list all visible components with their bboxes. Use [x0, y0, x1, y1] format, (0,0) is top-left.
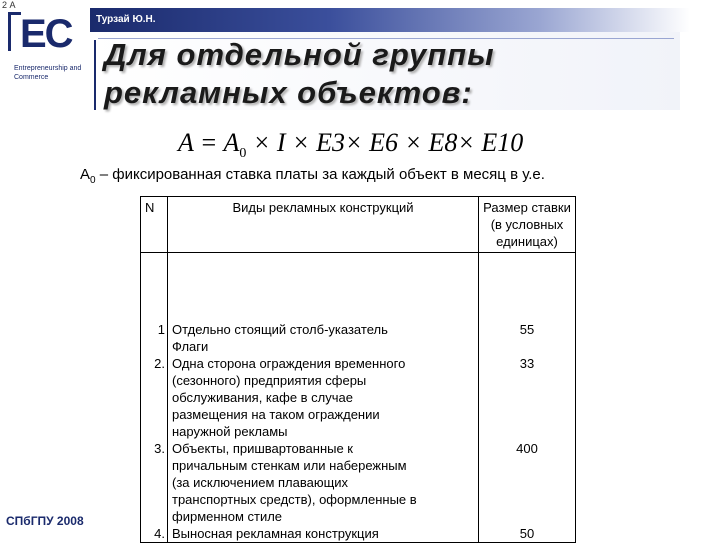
slide-number: 2 А [2, 0, 16, 10]
row-types-cell [168, 253, 479, 543]
table-header-row [141, 197, 576, 253]
definition-symbol: А [80, 166, 91, 183]
logo-letters: ЕС [20, 12, 72, 56]
row-type-line: (за исключением плавающих [172, 475, 349, 490]
row-number [141, 423, 165, 440]
rates-table [140, 196, 576, 543]
row-rate [483, 508, 571, 525]
row-number: 4. [154, 526, 165, 541]
row-rate: 33 [519, 356, 535, 371]
row-type-line: Объекты, пришвартованные к [172, 441, 353, 456]
definition-body: – фиксированная ставка платы за каждый объект в месяц в у.е. [95, 166, 545, 183]
slide-title-line-1: Для отдельной группы [104, 37, 495, 72]
row-number [141, 389, 165, 406]
formula-lhs: A [178, 128, 194, 157]
row-rate [483, 338, 571, 355]
row-type-line: Одна сторона ограждения временного [172, 356, 406, 371]
row-type-line: Флаги [172, 339, 209, 354]
row-rates-cell [479, 253, 576, 543]
formula: $A = A_0 \times I \times E3\times E6 \times E8\times E10$ [178, 128, 524, 162]
header-type: Виды рекламных конструкций [168, 197, 479, 253]
row-rate: 50 [519, 526, 535, 541]
header-bar [90, 8, 690, 32]
header-n: N [141, 197, 168, 253]
table-body-row [141, 253, 576, 543]
row-type-line: Выносная рекламная конструкция [172, 526, 379, 541]
row-number: 1 [157, 322, 165, 337]
row-type-line: причальным стенкам или набережным [172, 458, 407, 473]
row-type-line: транспортных средств), оформленные в [172, 492, 417, 507]
header-rate: Размер ставки (в условных единицах) [479, 197, 576, 253]
title-left-rule [94, 40, 96, 110]
row-number [141, 406, 165, 423]
row-rate: 55 [519, 322, 535, 337]
definition-text [80, 166, 545, 186]
row-rate [483, 406, 571, 423]
row-type-line: наружной рекламы [172, 424, 288, 439]
row-number [141, 474, 165, 491]
formula-rest: × I × E3× E6 × E8× E10 [252, 128, 524, 157]
row-rate [483, 474, 571, 491]
row-rate: 400 [516, 441, 538, 456]
footer-text: СПбГПУ 2008 [6, 514, 84, 528]
row-number: 2. [154, 356, 165, 371]
row-type-line: Отдельно стоящий столб-указатель [172, 322, 388, 337]
row-number: 3. [154, 441, 165, 456]
row-number [141, 338, 165, 355]
row-type-line: обслуживания, кафе в случае [172, 390, 353, 405]
formula-base: A [223, 128, 240, 157]
author-name: Турзай Ю.Н. [96, 14, 156, 25]
logo-subtitle: Entrepreneurship and Commerce [14, 65, 82, 81]
row-type-line: (сезонного) предприятия сферы [172, 373, 367, 388]
row-rate [483, 423, 571, 440]
slide-title [104, 36, 495, 112]
row-rate [483, 372, 571, 389]
row-numbers-cell [141, 253, 168, 543]
slide-title-line-2: рекламных объектов: [104, 75, 473, 110]
row-type-line: размещения на таком ограждении [172, 407, 380, 422]
definition-symbol-sub: 0 [90, 175, 96, 186]
row-number [141, 372, 165, 389]
row-rate [483, 491, 571, 508]
row-number [141, 457, 165, 474]
row-rate [483, 389, 571, 406]
row-rate [483, 457, 571, 474]
formula-base-sub: 0 [239, 146, 247, 162]
row-number [141, 508, 165, 525]
row-number [141, 491, 165, 508]
row-type-line: фирменном стиле [172, 509, 283, 524]
